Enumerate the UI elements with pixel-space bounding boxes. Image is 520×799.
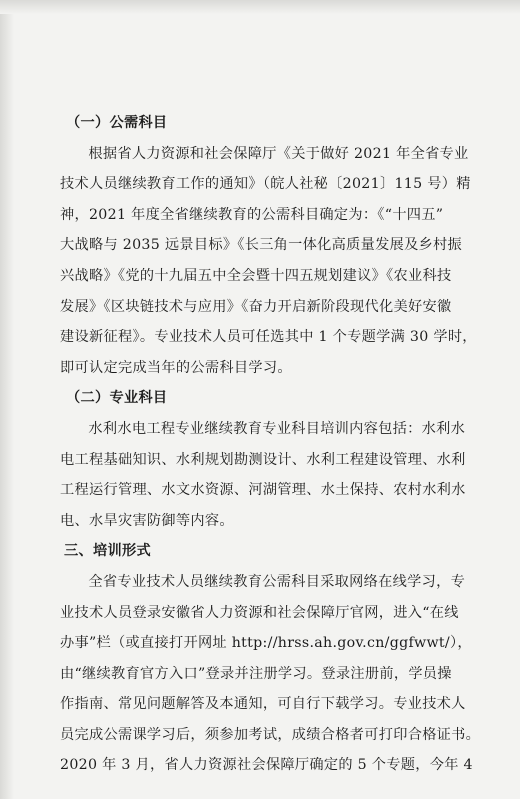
section-heading-training-format: 三、培训形式 [64,543,151,560]
page-edge-shadow [0,0,14,799]
text-line: 工程运行管理、水文水资源、河湖管理、水土保持、农村水利水 [60,482,466,499]
section-heading-public-subjects: （一）公需科目 [66,115,168,131]
text-line: 建设新征程》。专业技术人员可任选其中 1 个专题学满 30 学时， [60,329,477,346]
text-line: 电工程基础知识、水利规划勘测设计、水利工程建设管理、水利 [60,451,466,468]
document-body [60,108,481,781]
text-line: 水利水电工程专业继续教育专业科目培训内容包括：水利水 [88,420,466,437]
text-line: 神，2021 年度全省继续教育的公需科目确定为：《“十四五” [60,206,444,223]
text-line: 员完成公需课学习后，须参加考试，成绩合格者可打印合格证书。 [60,726,481,743]
paragraph-professional-subjects [60,414,472,536]
text-line: 办事”栏（或直接打开网址 http://hrss.ah.gov.cn/ggfwwt/）， [60,635,472,652]
paragraph-training-format [60,567,481,781]
paragraph-public-subjects [60,139,477,384]
page-top-shadow [0,0,520,14]
text-line: 兴战略》《党的十九届五中全会暨十四五规划建议》《农业科技 [60,267,452,284]
text-line: 全省专业技术人员继续教育公需科目采取网络在线学习，专 [88,573,466,590]
text-line: 作指南、常见问题解答及本通知，可自行下载学习。专业技术人 [60,696,466,713]
text-line: 业技术人员登录安徽省人力资源和社会保障厅官网，进入“在线 [60,604,459,621]
text-line: 技术人员继续教育工作的通知》（皖人社秘〔2021〕115 号）精 [60,176,471,193]
text-line: 2020 年 3 月，省人力资源社会保障厅确定的 5 个专题，今年 4 [60,757,473,774]
text-line: 由“继续教育官方入口”登录并注册学习。登录注册前，学员操 [60,665,452,682]
text-line: 根据省人力资源和社会保障厅《关于做好 2021 年全省专业 [88,145,469,162]
text-line: 大战略与 2035 远景目标》《长三角一体化高质量发展及乡村振 [60,237,463,254]
section-heading-professional-subjects: （二）专业科目 [66,390,168,407]
text-line: 即可认定完成当年的公需科目学习。 [60,359,292,376]
text-line: 发展》《区块链技术与应用》《奋力开启新阶段现代化美好安徽 [60,298,452,315]
text-line: 电、水旱灾害防御等内容。 [60,512,234,529]
